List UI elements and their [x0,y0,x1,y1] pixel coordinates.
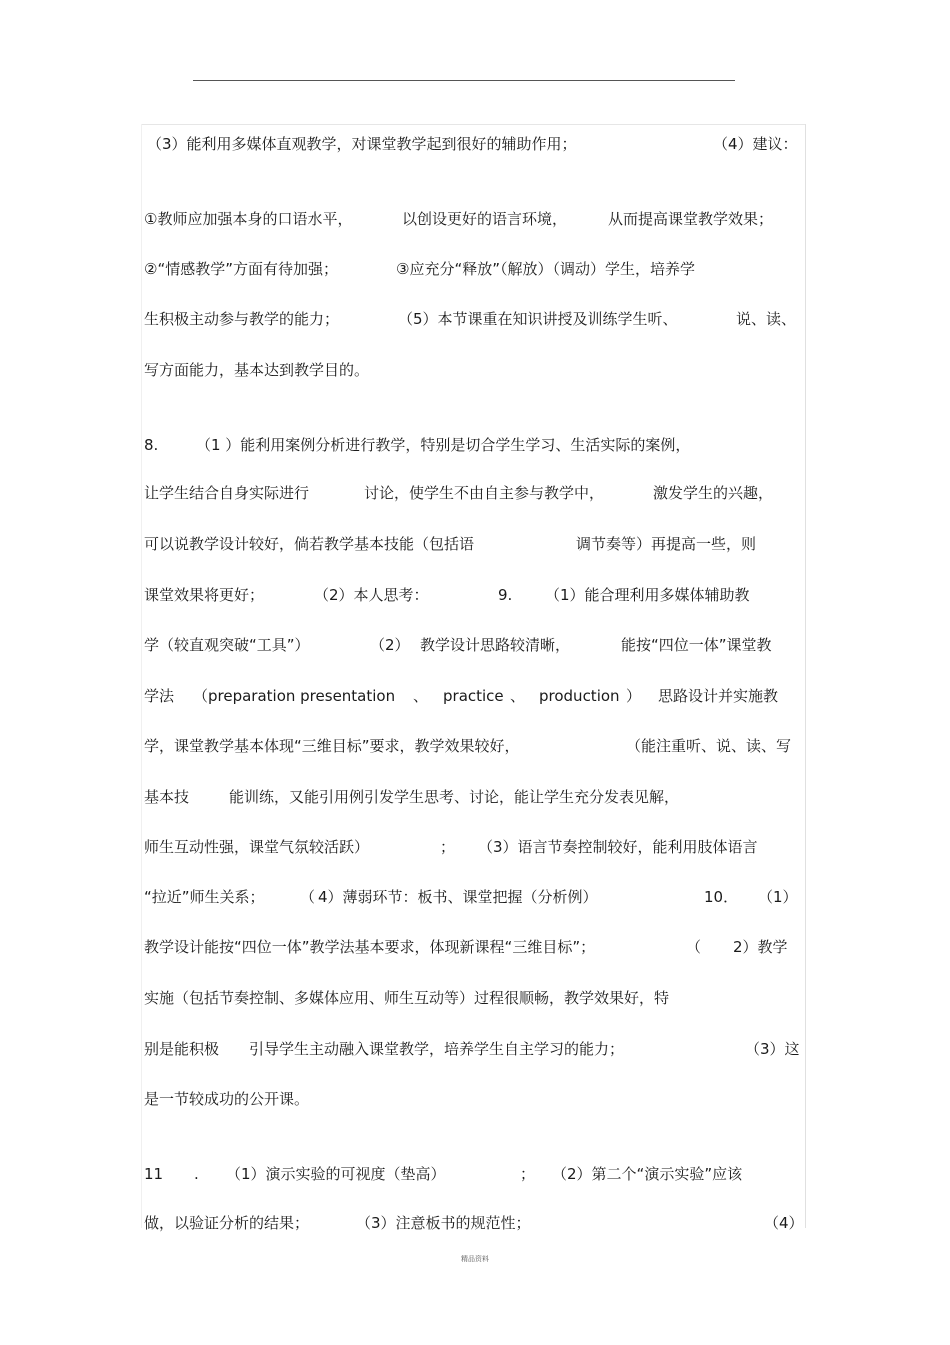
text-run: ； [520,1165,536,1183]
text-run: （5）本节课重在知识讲授及训练学生听、 [398,310,678,328]
text-run: 11 [144,1165,164,1183]
text-run: 让学生结合自身实际进行 [144,484,310,502]
text-run: 学（较直观突破“工具”） [144,636,310,654]
text-run: 调节奏等）再提高一些，则 [576,535,757,553]
text-run: （3）语言节奏控制较好，能利用肢体语言 [478,838,758,856]
text-run: 讨论，使学生不由自主参与教学中， [364,484,605,502]
text-run: 教学设计能按“四位一体”教学法基本要求，体现新课程“三维目标”； [144,938,596,956]
text-run: ③应充分“释放”（解放）（调动）学生，培养学 [396,260,695,278]
text-run: （1）能合理利用多媒体辅助教 [545,586,750,604]
text-run: ； [440,838,456,856]
page-footer: 精品资料 [461,1255,489,1263]
header-rule [193,80,735,81]
text-run: 写方面能力，基本达到教学目的。 [144,361,370,379]
text-run: 从而提高课堂教学效果； [608,210,774,228]
frame-border-right [805,124,806,1228]
text-run: （ [300,888,316,906]
text-run: 实施（包括节奏控制、多媒体应用、师生互动等）过程很顺畅，教学效果好，特 [144,989,670,1007]
text-run: 可以说教学设计较好，倘若教学基本技能（包括语 [144,535,475,553]
text-run: 思路设计并实施教 [658,687,779,705]
text-run: 是一节较成功的公开课。 [144,1090,310,1108]
text-run: 学法 [144,687,175,705]
text-run: ①教师应加强本身的口语水平， [144,210,353,228]
text-run: 能训练，又能引用例引发学生思考、讨论，能让学生充分发表见解， [229,788,680,806]
text-run: “拉近”师生关系； [144,888,265,906]
text-run: 4）薄弱环节：板书、课堂把握（分析例） [318,888,598,906]
text-run: 以创设更好的语言环境， [402,210,568,228]
text-run: 8. [144,436,159,454]
text-run: （3）这 [745,1040,800,1058]
text-run: 引导学生主动融入课堂教学，培养学生自主学习的能力； [249,1040,625,1058]
text-run: （3）能利用多媒体直观教学，对课堂教学起到很好的辅助作用； [147,135,577,153]
text-run: （4）建议： [713,135,798,153]
text-run: （1）演示实验的可视度（垫高） [226,1165,446,1183]
text-run: 师生互动性强，课堂气氛较活跃） [144,838,370,856]
text-run: 2）教学 [733,938,788,956]
text-run: （1） [758,888,798,906]
text-run: （2）本人思考： [314,586,429,604]
text-run: （能注重听、说、读、写 [626,737,792,755]
text-run: ） [626,687,642,705]
text-run: 激发学生的兴趣， [653,484,774,502]
text-run: . [194,1165,199,1183]
text-run: （ [686,938,702,956]
text-run: 、 [510,687,526,705]
text-run: （1 ）能利用案例分析进行教学，特别是切合学生学习、生活实际的案例， [196,436,691,454]
text-run: 做，以验证分析的结果； [144,1214,310,1232]
text-run: 教学设计思路较清晰， [420,636,571,654]
text-run: （3）注意板书的规范性； [356,1214,531,1232]
text-run: 能按“四位一体”课堂教 [621,636,772,654]
text-run: 生积极主动参与教学的能力； [144,310,340,328]
text-run: （4） [764,1214,804,1232]
text-run: 9. [498,586,513,604]
text-run: practice [443,687,504,705]
text-run: 学，课堂教学基本体现“三维目标”要求，教学效果较好， [144,737,520,755]
text-run: （2）第二个“演示实验”应该 [552,1165,743,1183]
frame-border-left [141,124,142,1228]
text-run: 、 [413,687,429,705]
text-run: （2） [370,636,410,654]
text-run: 10． [704,888,739,906]
text-run: 课堂效果将更好； [144,586,265,604]
text-run: 说、读、 [736,310,797,328]
frame-border-top [141,124,806,125]
text-run: production [539,687,620,705]
text-run: （preparation presentation [193,687,396,705]
text-run: ②“情感教学”方面有待加强； [144,260,338,278]
text-run: 别是能积极 [144,1040,220,1058]
text-run: 基本技 [144,788,190,806]
